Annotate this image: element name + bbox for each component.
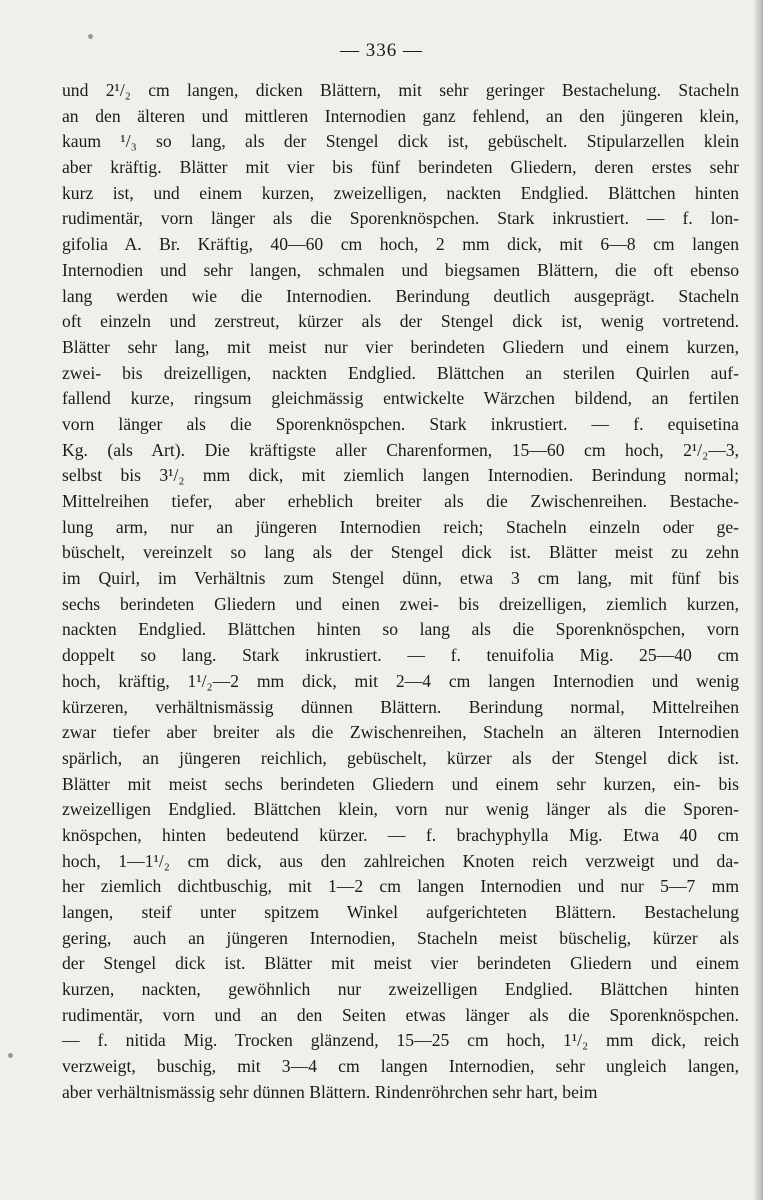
text-line: kurz ist, und einem kurzen, zweizelligen, nackten Endglied. Blättchen hinten [62, 182, 739, 203]
text-line: rudimentär, vorn länger als die Sporenknöspchen. Stark inkrustiert. — f. lon- [62, 208, 739, 229]
text-line: fallend kurze, ringsum gleichmässig entwickelte Wärzchen bildend, an fertilen [62, 388, 739, 409]
text-line: gifolia A. Br. Kräftig, 40—60 cm hoch, 2 mm dick, mit 6—8 cm langen [62, 234, 739, 255]
text-line: kaum ¹/₃ so lang, als der Stengel dick ist, gebüschelt. Stipularzellen klein [62, 131, 739, 152]
text-line: verzweigt, buschig, mit 3—4 cm langen Internodien, sehr ungleich langen, [62, 1056, 739, 1077]
text-line: hoch, 1—1¹/₂ cm dick, aus den zahlreichen Knoten reich verzweigt und da- [62, 850, 739, 871]
body-text [62, 78, 739, 1106]
text-line: büschelt, vereinzelt so lang als der Stengel dick ist. Blätter meist zu zehn [62, 542, 739, 563]
text-line: Blätter mit meist sechs berindeten Gliedern und einem sehr kurzen, ein- bis [62, 773, 739, 794]
page-edge-shadow [753, 0, 763, 1200]
text-line: lung arm, nur an jüngeren Internodien reich; Stacheln einzeln oder ge- [62, 516, 739, 537]
text-line: hoch, kräftig, 1¹/₂—2 mm dick, mit 2—4 cm langen Internodien und wenig [62, 670, 739, 691]
text-line: knöspchen, hinten bedeutend kürzer. — f. brachyphylla Mig. Etwa 40 cm [62, 824, 739, 845]
text-line: aber verhältnismässig sehr dünnen Blättern. Rindenröhrchen sehr hart, beim [62, 1081, 598, 1102]
paper-spot [88, 34, 93, 39]
text-line: selbst bis 3¹/₂ mm dick, mit ziemlich langen Internodien. Berindung normal; [62, 465, 739, 486]
text-line: Mittelreihen tiefer, aber erheblich breiter als die Zwischenreihen. Bestache- [62, 491, 739, 511]
text-line: im Quirl, im Verhältnis zum Stengel dünn, etwa 3 cm lang, mit fünf bis [62, 568, 739, 589]
text-line: sechs berindeten Gliedern und einen zwei- bis dreizelligen, ziemlich kurzen, [62, 593, 739, 614]
page-number: — 336 — [340, 40, 423, 61]
text-line: doppelt so lang. Stark inkrustiert. — f. tenuifolia Mig. 25—40 cm [62, 645, 739, 666]
text-line: lang werden wie die Internodien. Berindung deutlich ausgeprägt. Stacheln [62, 285, 739, 306]
text-line: her ziemlich dichtbuschig, mit 1—2 cm langen Internodien und nur 5—7 mm [62, 876, 739, 897]
text-line: kürzeren, verhältnismässig dünnen Blättern. Berindung normal, Mittelreihen [62, 696, 739, 717]
text-line: vorn länger als die Sporenknöspchen. Stark inkrustiert. — f. equisetina [62, 413, 739, 434]
text-line: gering, auch an jüngeren Internodien, Stacheln meist büschelig, kürzer als [62, 927, 739, 948]
text-line: zweizelligen Endglied. Blättchen klein, vorn nur wenig länger als die Sporen- [62, 799, 739, 820]
text-line: nackten Endglied. Blättchen hinten so lang als die Sporenknöspchen, vorn [62, 619, 739, 640]
text-line: — f. nitida Mig. Trocken glänzend, 15—25 cm hoch, 1¹/₂ mm dick, reich [62, 1030, 739, 1051]
text-line: Blätter sehr lang, mit meist nur vier berindeten Gliedern und einem kurzen, [62, 336, 739, 357]
text-line: zwar tiefer aber breiter als die Zwischenreihen, Stacheln an älteren Internodien [62, 722, 739, 743]
paper-spot [8, 1053, 13, 1058]
text-line: oft einzeln und zerstreut, kürzer als der Stengel dick ist, wenig vortretend. [62, 311, 739, 332]
text-line: Internodien und sehr langen, schmalen und biegsamen Blättern, die oft ebenso [62, 259, 739, 280]
text-line: aber kräftig. Blätter mit vier bis fünf berindeten Gliedern, deren erstes sehr [62, 157, 739, 178]
text-line: Kg. (als Art). Die kräftigste aller Charenformen, 15—60 cm hoch, 2¹/₂—3, [62, 439, 739, 460]
text-line: kurzen, nackten, gewöhnlich nur zweizelligen Endglied. Blättchen hinten [62, 979, 739, 1000]
text-line: der Stengel dick ist. Blätter mit meist vier berindeten Gliedern und einem [62, 953, 739, 974]
text-line: zwei- bis dreizelligen, nackten Endglied. Blättchen an sterilen Quirlen auf- [62, 362, 739, 383]
text-line: spärlich, an jüngeren reichlich, gebüschelt, kürzer als der Stengel dick ist. [62, 747, 739, 768]
text-line: langen, steif unter spitzem Winkel aufgerichteten Blättern. Bestachelung [62, 902, 739, 922]
text-line: an den älteren und mittleren Internodien ganz fehlend, an den jüngeren klein, [62, 105, 739, 126]
text-line: rudimentär, vorn und an den Seiten etwas länger als die Sporenknöspchen. [62, 1004, 739, 1025]
text-line: und 2¹/₂ cm langen, dicken Blättern, mit sehr geringer Bestachelung. Stacheln [62, 80, 739, 100]
